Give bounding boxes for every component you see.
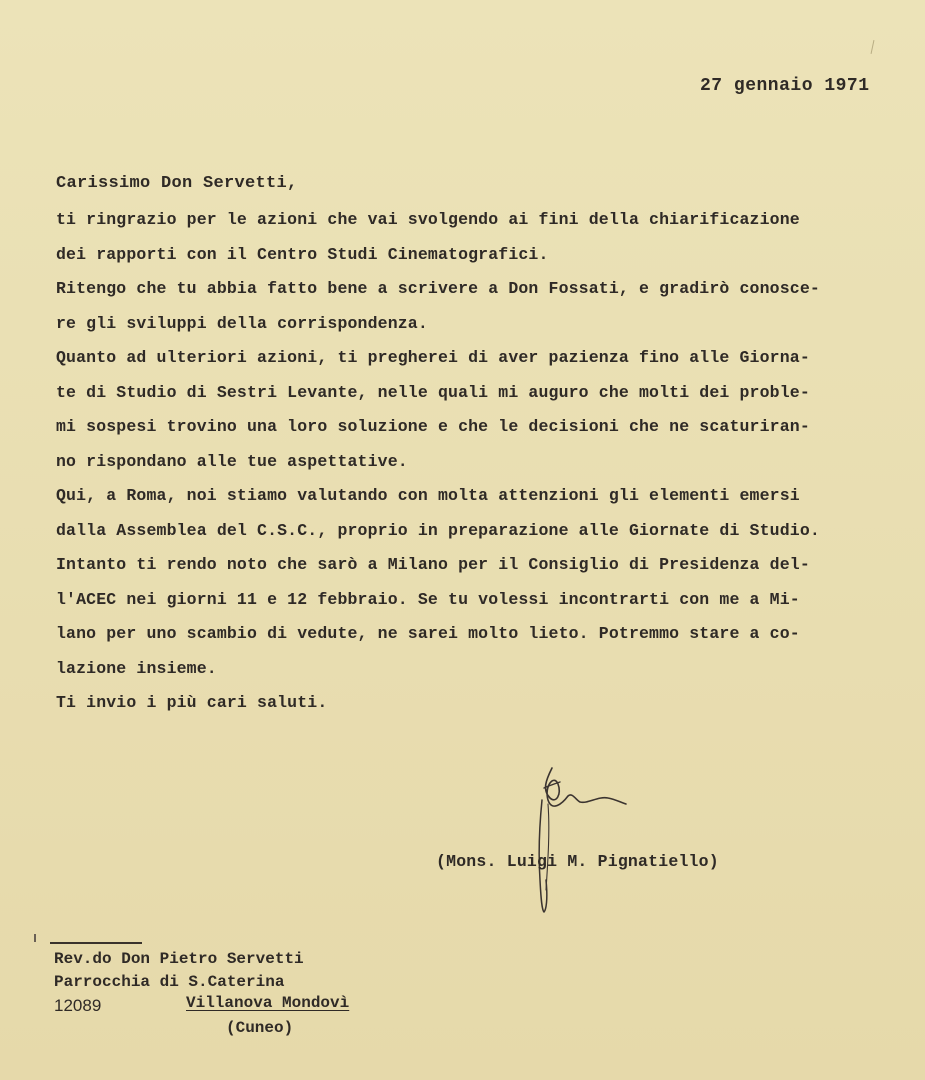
body-line: lazione insieme. [56, 658, 217, 678]
body-line: re gli sviluppi della corrispondenza. [56, 313, 428, 333]
signer-name: (Mons. Luigi M. Pignatiello) [436, 852, 719, 871]
body-line: te di Studio di Sestri Levante, nelle quali mi auguro che molti dei proble- [56, 382, 810, 402]
body-line: mi sospesi trovino una loro soluzione e che le decisioni che ne scaturiran- [56, 417, 810, 436]
address-rule [50, 942, 142, 944]
margin-tick [34, 934, 36, 942]
address-line-parish: Parrocchia di S.Caterina [54, 973, 285, 991]
body-line: Qui, a Roma, noi stiamo valutando con molta attenzioni gli elementi emersi [56, 486, 800, 505]
body-line: Ti invio i più cari saluti. [56, 693, 328, 712]
body-line: ti ringrazio per le azioni che vai svolgendo ai fini della chiarificazione [56, 210, 800, 229]
body-line: no rispondano alle tue aspettative. [56, 451, 408, 471]
letter-body [56, 208, 896, 726]
address-province: (Cuneo) [226, 1019, 294, 1037]
body-line: dalla Assemblea del C.S.C., proprio in preparazione alle Giornate di Studio. [56, 520, 820, 540]
handwritten-signature [528, 760, 648, 920]
address-city: Villanova Mondovì [186, 994, 350, 1012]
address-line-name: Rev.do Don Pietro Servetti [54, 950, 304, 968]
letter-date: 27 gennaio 1971 [700, 76, 870, 96]
body-line: Quanto ad ulteriori azioni, ti pregherei di aver pazienza fino alle Giorna- [56, 348, 810, 367]
body-line: Intanto ti rendo noto che sarò a Milano per il Consiglio di Presidenza del- [56, 555, 810, 574]
body-line: lano per uno scambio di vedute, ne sarei molto lieto. Potremmo stare a co- [56, 624, 800, 643]
body-line: dei rapporti con il Centro Studi Cinematografici. [56, 244, 549, 264]
paper-mark [871, 40, 875, 54]
body-line: Ritengo che tu abbia fatto bene a scrivere a Don Fossati, e gradirò conosce- [56, 279, 820, 298]
body-line: l'ACEC nei giorni 11 e 12 febbraio. Se tu volessi incontrarti con me a Mi- [56, 589, 800, 609]
address-zip: 12089 [54, 996, 102, 1015]
letter-greeting: Carissimo Don Servetti, [56, 174, 298, 193]
